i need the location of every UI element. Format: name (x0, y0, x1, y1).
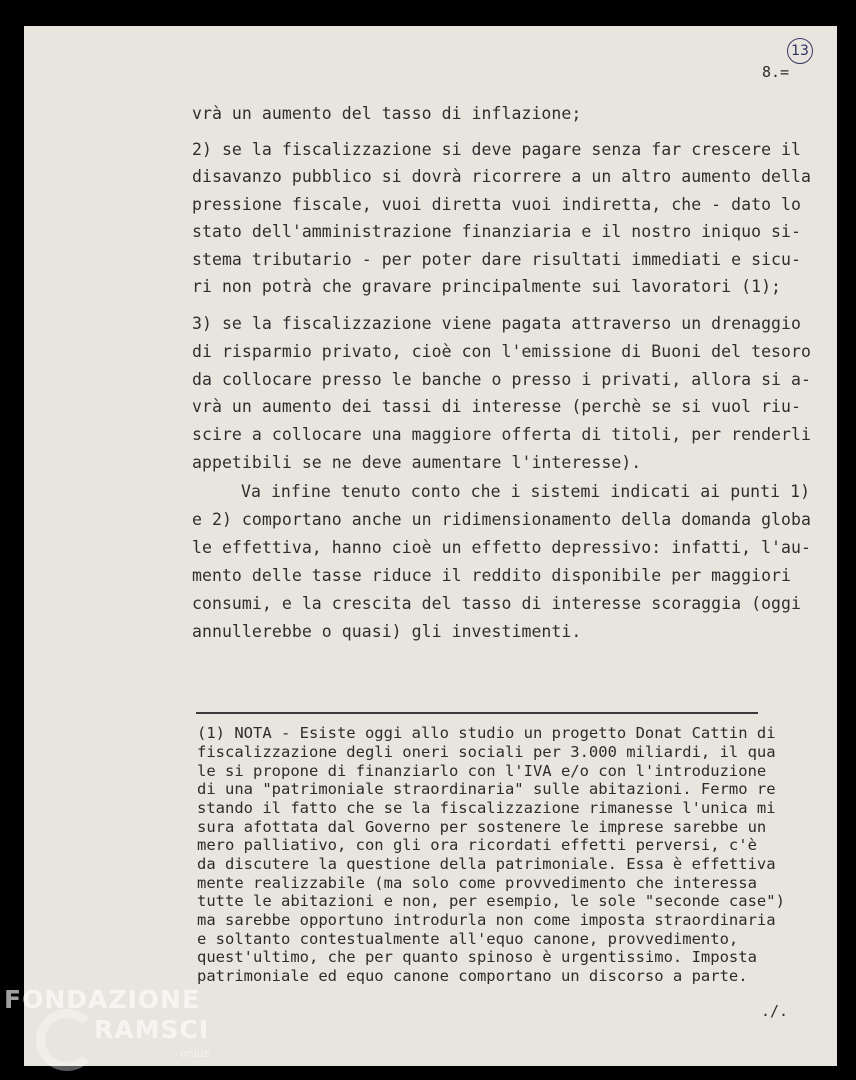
body-line: 3) se la fiscalizzazione viene pagata attraverso un drenaggio (192, 314, 802, 333)
body-line: Va infine tenuto conto che i sistemi indicati ai punti 1) (241, 482, 811, 501)
footnote-line: sura afottata dal Governo per sostenere le imprese sarebbe un (197, 818, 767, 836)
fondazione-gramsci-watermark (4, 985, 224, 1080)
body-line: e 2) comportano anche un ridimensionamento della domanda globa (192, 510, 811, 529)
footnote-line: le si propone di finanziarlo con l'IVA e/o con l'introduzione (197, 762, 767, 780)
body-line: consumi, e la crescita del tasso di interesse scoraggia (oggi (192, 594, 802, 613)
footnote-line: quest'ultimo, che per quanto spinoso è urgentissimo. Imposta (197, 948, 757, 966)
circled-page-number: 13 (787, 38, 813, 64)
footnote-separator (196, 712, 758, 714)
footnote-line: di una "patrimoniale straordinaria" sulle abitazioni. Fermo re (197, 780, 776, 798)
body-line: da collocare presso le banche o presso i privati, allora si a- (192, 370, 811, 389)
body-line: mento delle tasse riduce il reddito disponibile per maggiori (192, 566, 792, 585)
page-number: 8.= (762, 63, 790, 81)
footnote-line: patrimoniale ed equo canone comportano un discorso a parte. (197, 967, 748, 985)
body-line: le effettiva, hanno cioè un effetto depressivo: infatti, l'au- (192, 538, 811, 557)
body-line: pressione fiscale, vuoi diretta vuoi indiretta, che - dato lo (192, 195, 802, 214)
footnote-line: mente realizzabile (ma solo come provvedimento che interessa (197, 874, 757, 892)
footnote-line: mero palliativo, con gli ora ricordati effetti perversi, c'è (197, 836, 757, 854)
footnote-line: (1) NOTA - Esiste oggi allo studio un progetto Donat Cattin di (197, 724, 776, 742)
footnote-line: tutte le abitazioni e non, per esempio, le sole "seconde case") (197, 892, 785, 910)
footnote-line: stando il fatto che se la fiscalizzazione rimanesse l'unica mi (197, 799, 776, 817)
body-line: vrà un aumento del tasso di inflazione; (192, 104, 582, 123)
body-line: stema tributario - per poter dare risultati immediati e sicu- (192, 250, 802, 269)
footnote-line: fiscalizzazione degli oneri sociali per 3.000 miliardi, il qua (197, 743, 776, 761)
body-line: scire a collocare una maggiore offerta di titoli, per renderli (192, 425, 811, 444)
footnote-line: e soltanto contestualmente all'equo canone, provvedimento, (197, 930, 739, 948)
footnote-line: ma sarebbe opportuno introdurla non come imposta straordinaria (197, 911, 776, 929)
body-line: annullerebbe o quasi) gli investimenti. (192, 622, 582, 641)
body-line: 2) se la fiscalizzazione si deve pagare senza far crescere il (192, 140, 802, 159)
continuation-mark: ./. (761, 1002, 789, 1020)
footnote-line: da discutere la questione della patrimoniale. Essa è effettiva (197, 855, 776, 873)
watermark-line1: FONDAZIONE (4, 985, 201, 1014)
watermark-g-logo-icon (36, 1009, 98, 1071)
body-line: di risparmio privato, cioè con l'emissione di Buoni del tesoro (192, 342, 811, 361)
body-line: appetibili se ne deve aumentare l'interesse). (192, 453, 642, 472)
watermark-line2: RAMSCI (94, 1015, 210, 1044)
body-line: stato dell'amministrazione finanziaria e il nostro iniquo si- (192, 222, 802, 241)
watermark-suffix: onlus (180, 1047, 210, 1060)
body-line: vrà un aumento dei tassi di interesse (perchè se si vuol riu- (192, 397, 802, 416)
body-line: disavanzo pubblico si dovrà ricorrere a un altro aumento della (192, 167, 811, 186)
body-line: ri non potrà che gravare principalmente sui lavoratori (1); (192, 277, 782, 296)
